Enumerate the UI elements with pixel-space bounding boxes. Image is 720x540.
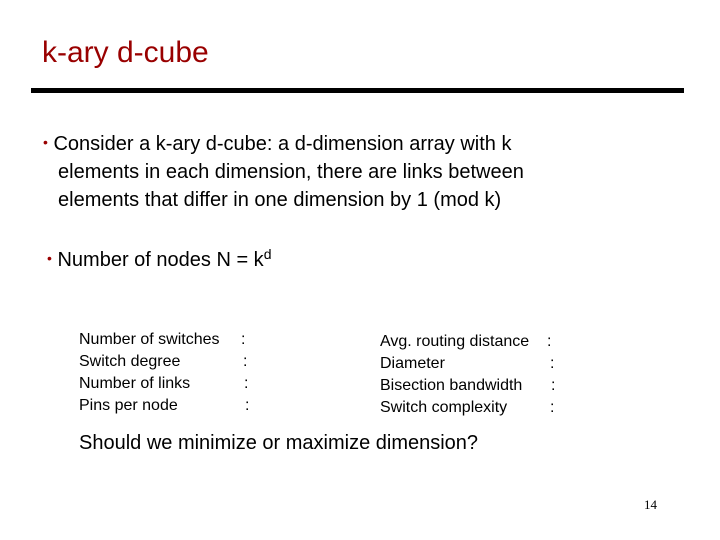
metric-separator: : (241, 331, 246, 348)
metric-label: Bisection bandwidth (380, 377, 523, 394)
metric-label: Diameter (380, 355, 445, 372)
bullet-line: elements in each dimension, there are links between (58, 161, 524, 183)
page-number: 14 (644, 497, 657, 512)
metric-separator: : (551, 377, 556, 394)
metric-separator: : (245, 397, 250, 414)
title-divider (31, 88, 684, 93)
metric-label: Number of switches (79, 331, 220, 348)
bullet-icon: • (43, 134, 48, 150)
slide-title: k-ary d-cube (42, 36, 209, 69)
metric-label: Switch complexity (380, 399, 508, 416)
bullet-k-ary-definition (43, 130, 667, 214)
metric-separator: : (547, 333, 552, 350)
bullet-text: Consider a k-ary d-cube: a d-dimension array with k (53, 133, 512, 155)
metric-item (79, 329, 259, 351)
metric-item (79, 373, 259, 395)
metric-label: Avg. routing distance (380, 333, 530, 350)
bullet-number-of-nodes (47, 245, 271, 274)
bullet-line: elements that differ in one dimension by 1 (mod k) (58, 189, 502, 211)
metric-item (380, 353, 570, 375)
metric-item (380, 397, 570, 419)
metric-separator: : (243, 353, 248, 370)
metric-item (79, 351, 259, 373)
exponent: d (263, 246, 272, 262)
routing-metrics-list (380, 331, 570, 419)
metric-separator: : (550, 355, 555, 372)
metric-separator: : (244, 375, 249, 392)
metric-item (380, 331, 570, 353)
metric-item (79, 395, 259, 417)
closing-question: Should we minimize or maximize dimension? (79, 432, 479, 454)
bullet-icon: • (47, 250, 52, 266)
metric-label: Number of links (79, 375, 191, 392)
switch-metrics-list (79, 329, 259, 417)
bullet-line (43, 130, 667, 158)
bullet-text: Number of nodes N = k (57, 249, 264, 271)
metric-label: Switch degree (79, 353, 181, 370)
metric-separator: : (550, 399, 555, 416)
metric-label: Pins per node (79, 397, 178, 414)
metric-item (380, 375, 570, 397)
